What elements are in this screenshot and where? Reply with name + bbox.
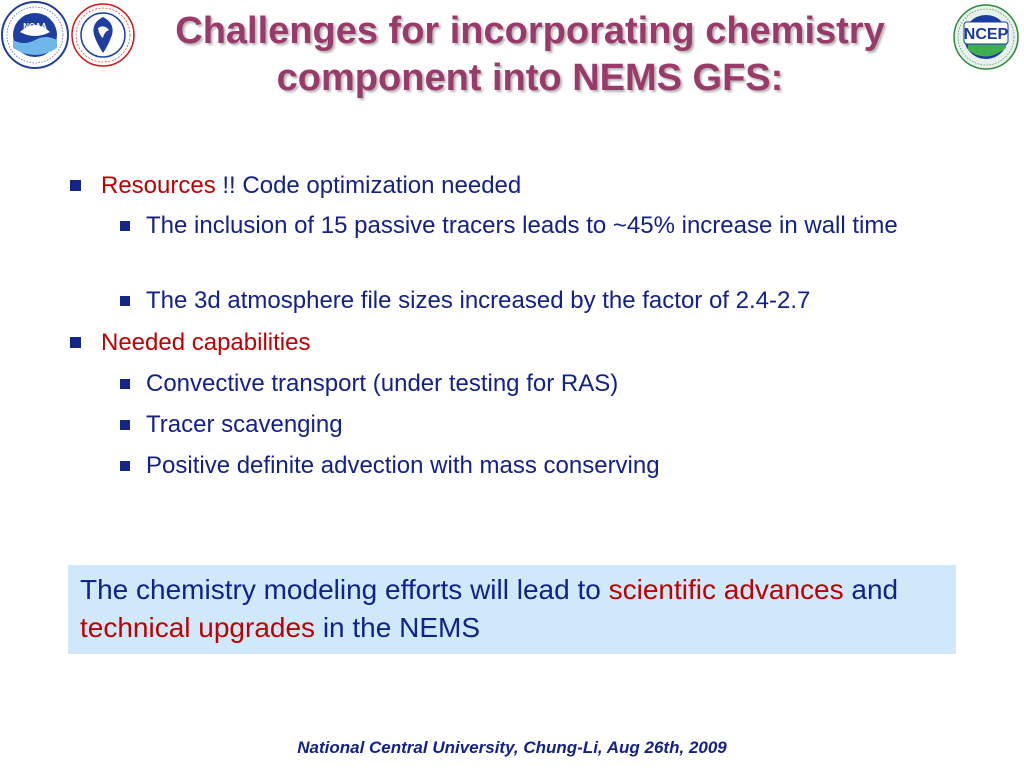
sub-bullet-scavenging-text: Tracer scavenging <box>146 411 343 438</box>
sub-bullet-tracers-text: The inclusion of 15 passive tracers leads to ~45% increase in wall time <box>146 212 898 239</box>
sub-bullet-file-sizes-text: The 3d atmosphere file sizes increased by the factor of 2.4-2.7 <box>146 287 811 314</box>
sub-bullet-square-icon <box>120 379 130 389</box>
slide-title-line-1: Challenges for incorporating chemistry <box>175 10 885 52</box>
summary-box <box>68 565 956 654</box>
summary-part-2: and <box>843 574 899 605</box>
summary-part-1: The chemistry modeling efforts will lead to <box>80 574 609 605</box>
sub-bullet-advection-text: Positive definite advection with mass conserving <box>146 452 660 479</box>
summary-red-1: scientific advances <box>608 574 844 605</box>
bullet-square-icon <box>70 337 81 348</box>
sub-bullet-square-icon <box>120 420 130 430</box>
summary-red-2: technical upgrades <box>80 612 316 643</box>
sub-bullet-square-icon <box>120 296 130 306</box>
bullet-resources-lead: Resources <box>101 172 216 199</box>
sub-bullet-square-icon <box>120 221 130 231</box>
sub-bullet-convective-text: Convective transport (under testing for RAS) <box>146 370 619 397</box>
bullet-square-icon <box>70 180 81 191</box>
noaa-logo-text: NOAA <box>23 22 47 31</box>
sub-bullet-square-icon <box>120 461 130 471</box>
ncep-logo-text: NCEP <box>963 26 1009 43</box>
bullet-needed-capabilities-lead: Needed capabilities <box>101 329 311 356</box>
slide-title-line-2: component into NEMS GFS: <box>276 57 784 99</box>
sub-bullet-tracers <box>120 208 940 280</box>
bullet-resources-rest: !! Code optimization needed <box>215 172 522 199</box>
slide-footer: National Central University, Chung-Li, Aug 26th, 2009 <box>297 738 727 757</box>
summary-part-3: in the NEMS <box>315 612 480 643</box>
